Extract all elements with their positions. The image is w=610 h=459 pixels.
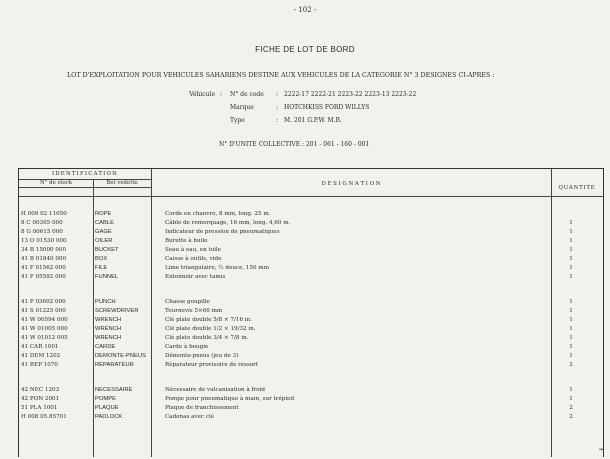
vehicle-colon: : xyxy=(220,91,223,98)
designation: Indicateur de pression de pneumatiques xyxy=(165,229,280,235)
vocable: OILER xyxy=(95,238,113,244)
vocable: ROPE xyxy=(95,211,112,217)
designation: Burette à huile xyxy=(165,238,208,244)
stock-number: 41 S 01225 000 xyxy=(21,308,66,314)
quantity: 2 xyxy=(569,362,573,368)
quantity: 1 xyxy=(569,387,573,393)
vocable: DEMONTE-PNEUS xyxy=(95,353,146,359)
stock-number: 41 W 00594 000 xyxy=(21,317,68,323)
stock-header: N° de stock xyxy=(40,180,72,186)
vocable-header: Bet vedette xyxy=(106,180,138,186)
quantity: 1 xyxy=(569,247,573,253)
quantity: 1 xyxy=(569,353,573,359)
designation: Entonnoir avec tamis xyxy=(165,274,226,280)
designation-header: D E S I G N A T I O N xyxy=(321,181,381,187)
designation: Lime triangulaire, ½ douce, 150 mm xyxy=(165,265,269,271)
stock-number: 41 B 01840 000 xyxy=(21,256,67,262)
lot-table xyxy=(18,168,604,457)
vocable: FILE xyxy=(95,265,108,271)
stock-number: 41 P 03602 000 xyxy=(21,299,66,305)
quantity: 1 xyxy=(569,396,573,402)
table-row xyxy=(19,247,603,256)
stock-number: 8 C 00305 000 xyxy=(21,220,63,226)
stock-number: H 008 05 85701 xyxy=(21,414,67,420)
vocable: WRENCH xyxy=(95,335,122,341)
quantity: 1 xyxy=(569,265,573,271)
table-row xyxy=(19,335,603,344)
type-value: M. 201 G.P.W. M.B. xyxy=(284,117,342,124)
identification-header: IDENTIFICATION xyxy=(51,171,119,177)
vocable: SCREWDRIVER xyxy=(95,308,139,314)
designation: Nécessaire de vulcanisation à froid xyxy=(165,387,265,393)
vocable: CARDE xyxy=(95,344,116,350)
page-number: - 102 - xyxy=(293,6,317,14)
table-row xyxy=(19,387,603,396)
table-row xyxy=(19,238,603,247)
corner-mark: ⌁ xyxy=(598,445,604,455)
table-row xyxy=(19,256,603,265)
table-row xyxy=(19,326,603,335)
designation: Démonte-pneus (jeu de 3) xyxy=(165,353,239,359)
stock-number: 41 CAR 1001 xyxy=(21,344,59,350)
vocable: PLAQUE xyxy=(95,405,119,411)
quantity: 1 xyxy=(569,220,573,226)
table-row xyxy=(19,299,603,308)
unite-collective: N° D'UNITE COLLECTIVE : 201 - 061 - 160 - 001 xyxy=(219,141,370,148)
code-value: 2222-17 2222-21 2223-22 2223-13 2223-22 xyxy=(284,91,417,98)
designation: Caisse à outils, vide xyxy=(165,256,222,262)
stock-number: 42 PON 2001 xyxy=(21,396,60,402)
table-row xyxy=(19,362,603,371)
vocable: WRENCH xyxy=(95,317,122,323)
code-colon: : xyxy=(276,91,279,98)
quantity: 1 xyxy=(569,299,573,305)
vocable: PUNCH xyxy=(95,299,116,305)
table-row xyxy=(19,211,603,220)
stock-number: 8 G 00615 000 xyxy=(21,229,63,235)
quantity: 1 xyxy=(569,326,573,332)
quantity: 2 xyxy=(569,414,573,420)
type-colon: : xyxy=(276,117,279,124)
designation: Clé plate double 1/2 × 19/32 in. xyxy=(165,326,256,332)
stock-number: 13 O 01530 000 xyxy=(21,238,67,244)
stock-number: 41 F 01562 000 xyxy=(21,265,66,271)
vocable: WRENCH xyxy=(95,326,122,332)
divider-ident-head xyxy=(19,187,151,188)
designation: Cadenas avec clé xyxy=(165,414,215,420)
quantity: 1 xyxy=(569,229,573,235)
table-row xyxy=(19,405,603,414)
table-row xyxy=(19,353,603,362)
quantity: 1 xyxy=(569,308,573,314)
table-row xyxy=(19,274,603,283)
vocable: NECESSAIRE xyxy=(95,387,133,393)
divider-header xyxy=(19,196,603,197)
designation: Corde en chanvre, 8 mm, long. 25 m. xyxy=(165,211,271,217)
designation: Seau à eau, en toile xyxy=(165,247,221,253)
stock-number: 41 DEM 1202 xyxy=(21,353,61,359)
quantity: 1 xyxy=(569,335,573,341)
designation: Carde à bougie xyxy=(165,344,209,350)
quantity: 1 xyxy=(569,317,573,323)
designation: Chasse goupille xyxy=(165,299,210,305)
vocable: PADLOCK xyxy=(95,414,123,420)
quantity: 1 xyxy=(569,238,573,244)
designation: Plaque de franchissement xyxy=(165,405,239,411)
quantity: 1 xyxy=(569,274,573,280)
stock-number: 34 B 15000 000 xyxy=(21,247,67,253)
quantity: 1 xyxy=(569,256,573,262)
stock-number: H 009 02 11050 xyxy=(21,211,67,217)
stock-number: 41 W 01012 005 xyxy=(21,335,68,341)
vocable: CABLE xyxy=(95,220,115,226)
marque-colon: : xyxy=(276,104,279,111)
table-row xyxy=(19,220,603,229)
type-label: Type xyxy=(230,117,245,124)
designation: Câble de remorquage, 16 mm, long. 4,60 m. xyxy=(165,220,291,226)
designation: Réparateur provisoire de ressort xyxy=(165,362,259,368)
stock-number: 41 F 05592 000 xyxy=(21,274,66,280)
designation: Pompe pour pneumatique à main, sur trépied xyxy=(165,396,295,402)
table-row xyxy=(19,308,603,317)
vocable: FUNNEL xyxy=(95,274,119,280)
quantite-header: QUANTITE xyxy=(558,185,596,191)
table-row xyxy=(19,229,603,238)
page-title: FICHE DE LOT DE BORD xyxy=(255,45,355,54)
designation: Clé plate double 5/8 × 7/16 in. xyxy=(165,317,252,323)
table-row xyxy=(19,317,603,326)
vocable: GAGE xyxy=(95,229,112,235)
stock-number: 51 PLA 1001 xyxy=(21,405,58,411)
table-row xyxy=(19,414,603,423)
stock-number: 41 W 01005 000 xyxy=(21,326,68,332)
table-row xyxy=(19,265,603,274)
table-row xyxy=(19,396,603,405)
vocable: POMPE xyxy=(95,396,116,402)
vocable: BOX xyxy=(95,256,108,262)
vocable: REPARATEUR xyxy=(95,362,134,368)
table-row xyxy=(19,344,603,353)
stock-number: 41 REP 1070 xyxy=(21,362,58,368)
subtitle: LOT D'EXPLOITATION POUR VEHICULES SAHARIENS DESTINE AUX VEHICULES DE LA CATEGORIE N° 3 DESIGNES CI-APRES : xyxy=(67,72,495,79)
vocable: BUCKET xyxy=(95,247,119,253)
vehicle-label: Véhicule xyxy=(189,91,215,98)
code-label: N° de code xyxy=(230,91,264,98)
quantity: 2 xyxy=(569,405,573,411)
marque-value: HOTCHKISS FORD WILLYS xyxy=(284,104,370,111)
stock-number: 42 NEC 1203 xyxy=(21,387,60,393)
designation: Tournevis 5×60 mm xyxy=(165,308,223,314)
quantity: 1 xyxy=(569,344,573,350)
designation: Clé plate double 3/4 × 7/8 in. xyxy=(165,335,249,341)
marque-label: Marque xyxy=(230,104,254,111)
